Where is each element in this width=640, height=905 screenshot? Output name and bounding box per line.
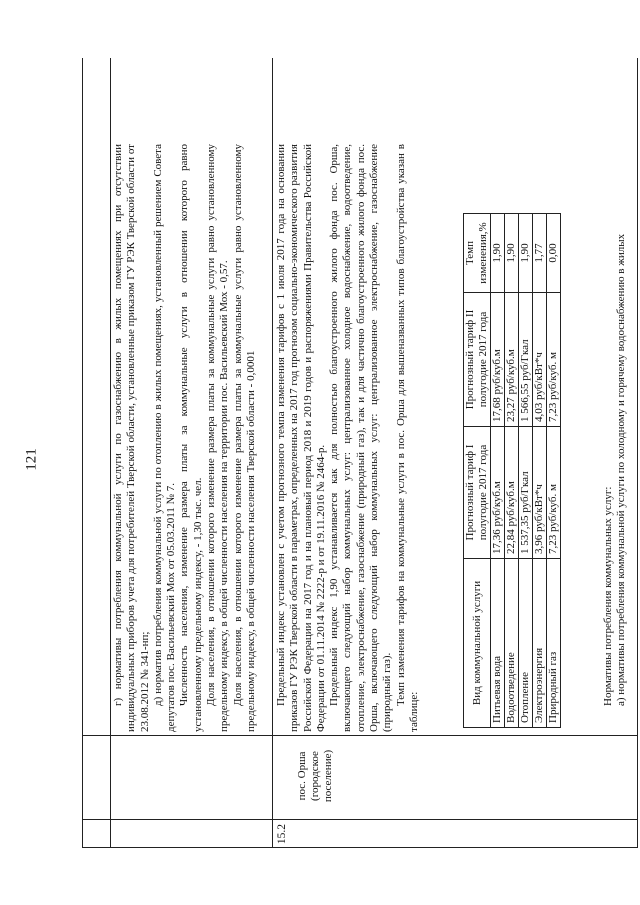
paragraph: г) нормативы потребления коммунальной услуги по газоснабжению в жилых помещениях при отсутствии индивидуальных приборов учета для потребителей Тверской области, установленные приказом ГУ РЭК Тверской области от 23.08.2012 № 341-нп; (112, 144, 151, 732)
cell: Питьевая вода (491, 559, 505, 728)
cell: 17,36 руб/куб.м (491, 427, 505, 559)
cell: 1 566,55 руб/Гкал (519, 293, 533, 427)
cell: 0,00 (547, 214, 561, 293)
cell: 4,03 руб/кВт*ч (533, 293, 547, 427)
page-number: 121 (23, 448, 40, 471)
header-cell: Прогнозный тариф II полугодие 2017 года (464, 293, 491, 427)
orsha-row-text (275, 144, 421, 732)
cell: Отопление (519, 559, 533, 728)
paragraph: Нормативы потребления коммунальных услуг: (602, 486, 614, 706)
paragraph: д) норматив потребления коммунальной услуги по отоплению в жилых помещениях, установленный решением Совета депутатов пос. Васильевский Мох от 05.03.2011 № 7. (151, 144, 178, 732)
grid-line (82, 847, 637, 848)
cell: 1,90 (519, 214, 533, 293)
row-number: 15.2 (276, 823, 288, 845)
table-row (547, 214, 561, 728)
settlement-line: пос. Орша (296, 751, 308, 801)
settlement-line: поселение) (322, 749, 335, 803)
grid-line (637, 58, 638, 848)
table-row (491, 214, 505, 728)
header-cell: Темп изменения,% (464, 214, 491, 293)
settlement-name (296, 734, 336, 818)
cell: 7,23 руб/куб. м (547, 293, 561, 427)
cell: Природный газ (547, 559, 561, 728)
cell: 3,96 руб/кВт*ч (533, 427, 547, 559)
header-cell: Вид коммунальной услуги (464, 559, 491, 728)
paragraph: Предельный индекс 1,90 устанавливается как для полностью благоустроенного жилого фонда пос. Орша, включающего следующий набор коммунальных услуг: централизованное холодное водоснабжение, водоотведение, отопление, электроснабжение, газоснабжение (природный газ), так и для частично благоустроенного жилого фонда пос. Орша, включающего следующий набор коммунальных услуг: централизованное электроснабжение, газоснабжение (природный газ). (328, 144, 394, 732)
paragraph: Доля населения, в отношении которого изменение размера платы за коммунальные услуги равно установленному предельному индексу, в общей численности населения Тверской области - 0,0001 (231, 144, 257, 732)
cell: Электроэнергия (533, 559, 547, 728)
table-row (505, 214, 519, 728)
grid-line (82, 735, 637, 736)
table-row (519, 214, 533, 728)
norms-text (602, 144, 629, 732)
settlement-line: (городское (309, 751, 322, 801)
grid-line (82, 819, 637, 820)
cell: 1 537,35 руб/Гкал (519, 427, 533, 559)
cell: Водоотведение (505, 559, 519, 728)
cell: 7,23 руб/куб. м (547, 427, 561, 559)
paragraph: Темп изменения тарифов на коммунальные услуги в пос. Орша для вышеназванных типов благоустройства указан в таблице: (394, 144, 420, 732)
rotated-table-page (82, 58, 637, 848)
cell: 23,27 руб/куб.м (505, 293, 519, 427)
tariff-table-header (464, 214, 491, 728)
tariff-table (463, 213, 561, 728)
cell: 17,68 руб/куб.м (491, 293, 505, 427)
cell: 1,90 (505, 214, 519, 293)
grid-line (82, 58, 83, 848)
paragraph: Доля населения, в отношении которого изменение размера платы за коммунальные услуги равно установленному предельному индексу, в общей численности населения на территории пос. Васильевский Мох - 0,57. (205, 144, 231, 732)
cell: 22,84 руб/куб.м (505, 427, 519, 559)
paragraph: Предельный индекс установлен с учетом прогнозного темпа изменения тарифов с 1 июля 2017 года на основании приказов ГУ РЭК Тверской области в параметрах, определенных на 2017 год прогнозом социально-экономического развития Российской Федерации на 2017 год и на плановый период 2018 и 2019 годов и распоряжениями Правительства Российской Федерации от 01.11.2014 № 2222-р и от 19.11.2016 № 2464-р. (275, 144, 327, 732)
header-cell: Прогнозный тариф I полугодие 2017 года (464, 427, 491, 559)
cell: 1,90 (491, 214, 505, 293)
paragraph: а) нормативы потребления коммунальной услуги по холодному и горячему водоснабжению в жилых (615, 233, 628, 706)
cell: 1,77 (533, 214, 547, 293)
previous-row-text (112, 144, 258, 732)
grid-line (272, 58, 273, 848)
table-row (533, 214, 547, 728)
paragraph: Численность населения, изменение размера платы за коммунальные услуги в отношении которого равно установленному предельному индексу, - 1,30 тыс. чел. (178, 144, 204, 732)
grid-line (110, 58, 111, 848)
